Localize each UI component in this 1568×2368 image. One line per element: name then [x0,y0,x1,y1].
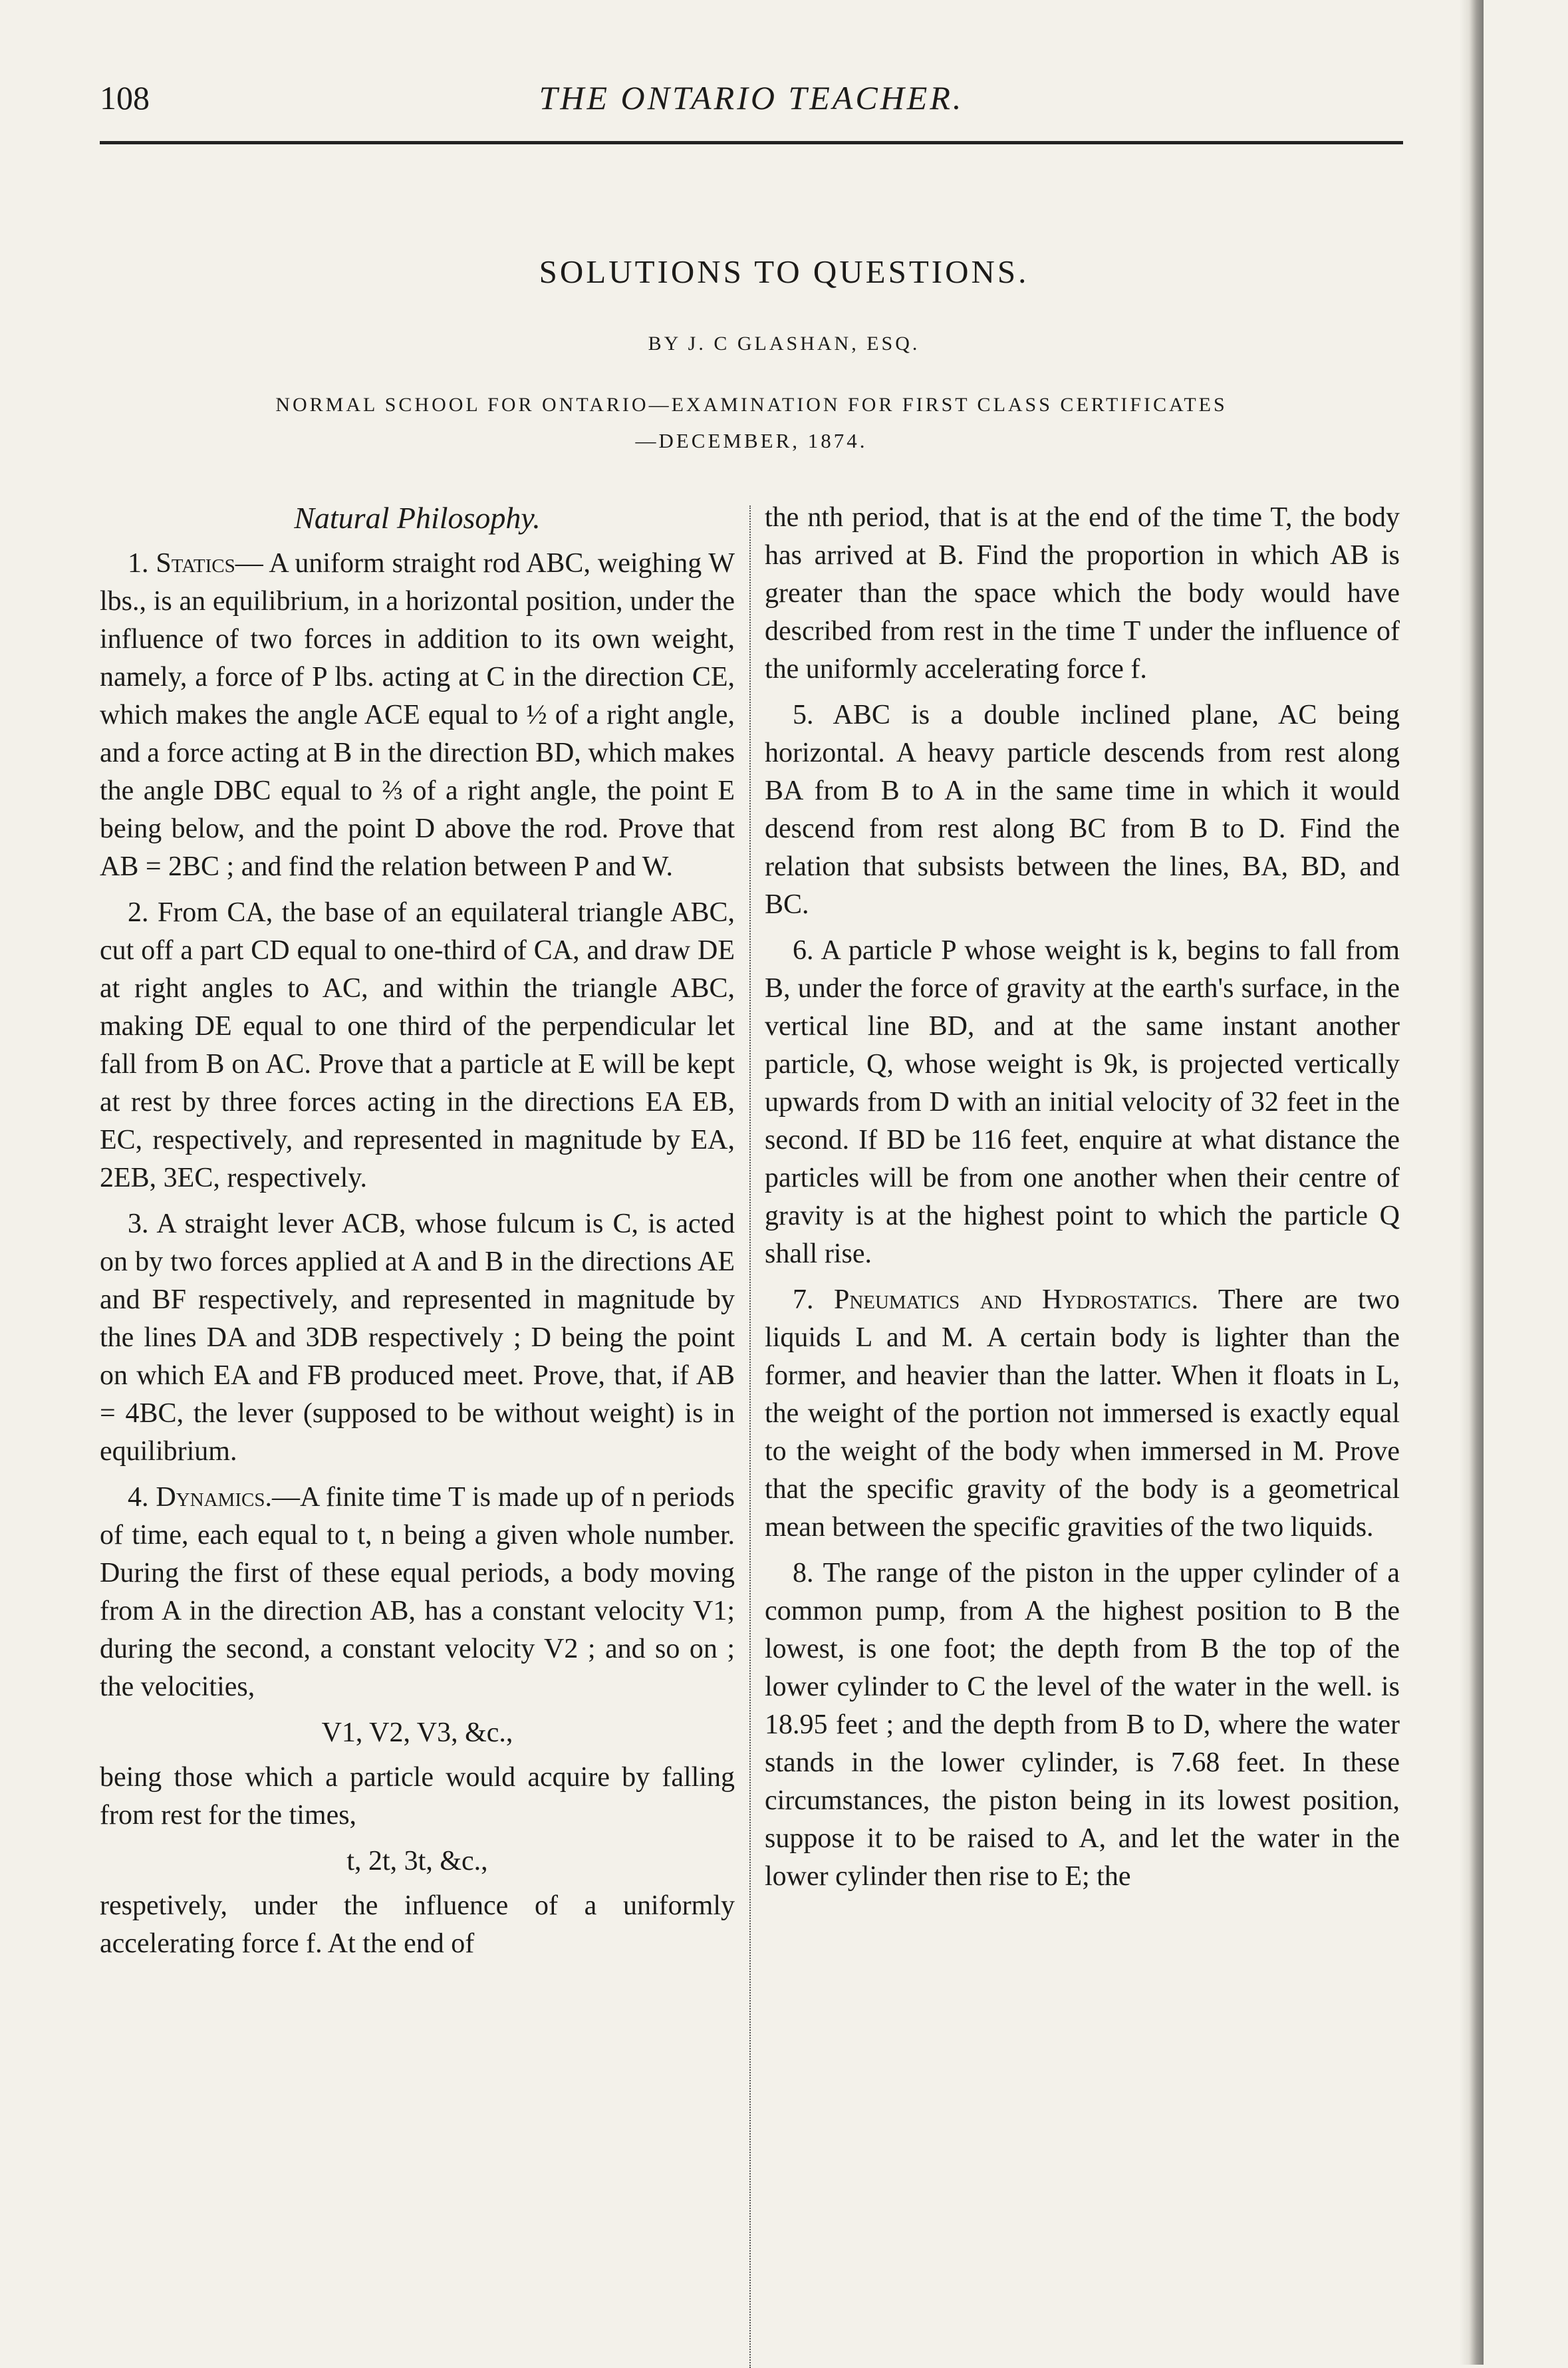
article-title: SOLUTIONS TO QUESTIONS. [539,253,1029,290]
exam-date: —DECEMBER, 1874. [635,429,868,452]
question-1 [100,545,735,886]
right-column [765,499,1400,1904]
velocity-series: V1, V2, V3, &c., [321,1717,513,1748]
question-4 [100,1479,735,1706]
question-6: 6. A particle P whose weight is k, begins to fall from B, under the force of gravity at the earth's surface, in the vertical line BD, and at the same instant another particle, Q, whose weight is 9k, is projected vertically upwards from D with an initial velocity of 32 feet in the second. If BD be 116 feet, enquire at what distance the particles will be from one another when their centre of gravity is at the highest point to which the particle Q shall rise. [765,935,1400,1269]
journal-title: THE ONTARIO TEACHER. [539,79,964,116]
running-head [100,78,1403,125]
subject-heading: Natural Philosophy. [294,501,541,535]
exam-heading: NORMAL SCHOOL FOR ONTARIO—EXAMINATION FOR FIRST CLASS CERTIFICATES [275,394,1228,416]
question-7-label: 7. Pneumatics and Hydrostatics. [793,1284,1199,1315]
column-divider [749,506,751,2368]
question-7 [765,1281,1400,1547]
question-1-text: A uniform straight rod ABC, weighing W lbs., is an equilibrium, in a horizontal position, under the influence of two forces in addition to its own weight, namely, a force of P lbs. acting at C in the direction CE, which makes the angle ACE equal to ½ of a right angle, and a force acting at B in the direction BD, which makes the angle DBC equal to ⅔ of a right angle, the point E being below, and the point D above the rod. Prove that AB = 2BC ; and find the relation between P and W. [100,548,735,882]
question-4-text: A finite time T is made up of n periods of time, each equal to t, n being a given whole number. During the first of these equal periods, a body moving from A in the direction AB, has a constant velocity V1; during the second, a constant velocity V2 ; and so on ; the velocities, [100,1482,735,1702]
question-4-conclusion: the nth period, that is at the end of the time T, the body has arrived at B. Find the proportion in which AB is greater than the space which the body would have described from rest in the time T under the influence of the uniformly accelerating force f. [765,502,1400,684]
question-4-label: 4. Dynamics.— [128,1482,300,1513]
header-rule [100,141,1403,144]
question-5: 5. ABC is a double inclined plane, AC being horizontal. A heavy particle descends from rest along BA from B to A in the same time in which it would descend from rest along BC from B to D. Find the relation that subsists between the lines, BA, BD, and BC. [765,700,1400,920]
time-series: t, 2t, 3t, &c., [346,1846,488,1876]
page-number: 108 [100,79,150,116]
question-3: 3. A straight lever ACB, whose fulcum is C, is acted on by two forces applied at A and B in the directions AE and BF respectively, and represented in magnitude by the lines DA and 3DB respectively ; D being the point on which EA and FB produced meet. Prove, that, if AB = 4BC, the lever (supposed to be without weight) is in equilibrium. [100,1209,735,1467]
byline: BY J. C GLASHAN, ESQ. [648,333,920,355]
question-8: 8. The range of the piston in the upper cylinder of a common pump, from A the highest position to B the lowest, is one foot; the depth from B the top of the lower cylinder to C the level of the water in the well. is 18.95 feet ; and the depth from B to D, where the water stands in the lower cylinder, is 7.68 feet. In these circumstances, the piston being in its lowest position, suppose it to be raised to A, and let the water in the lower cylinder then rise to E; the [765,1558,1400,1892]
left-column [100,499,735,1971]
binding-edge [1460,0,1484,2365]
question-1-label: 1. Statics— [128,548,263,579]
question-2: 2. From CA, the base of an equilateral triangle ABC, cut off a part CD equal to one-third of CA, and draw DE at right angles to AC, and within the triangle ABC, making DE equal to one third of the perpendicular let fall from B on AC. Prove that a particle at E will be kept at rest by three forces acting in the directions EA EB, EC, respectively, and represented in magnitude by EA, 2EB, 3EC, respectively. [100,897,735,1193]
question-7-text: There are two liquids L and M. A certain body is lighter than the former, and heavier than the latter. When it floats in L, the weight of the portion not immersed is exactly equal to the weight of the body when immersed in M. Prove that the specific gravity of the body is a geometrical mean between the specific gravities of the two liquids. [765,1284,1400,1543]
question-4-continued: being those which a particle would acquire by falling from rest for the times, [100,1762,735,1831]
question-4-ending: respetively, under the influence of a uniformly accelerating force f. At the end of [100,1890,735,1959]
